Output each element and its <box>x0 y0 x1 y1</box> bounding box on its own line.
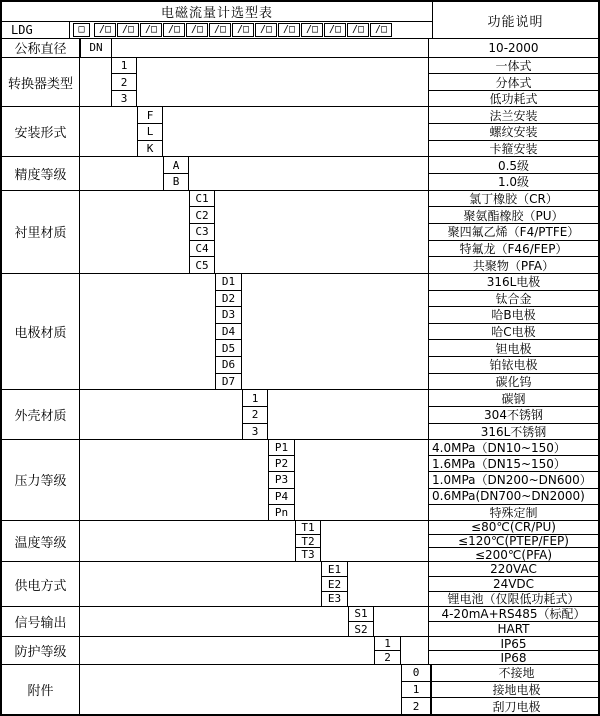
spacer <box>80 58 111 107</box>
model-slot-box: /□ <box>209 23 231 37</box>
description-cell: 4.0MPa（DN10~150） <box>432 441 566 456</box>
code-stack <box>215 274 242 389</box>
description-stack <box>428 562 598 605</box>
group-row <box>2 156 598 189</box>
code-cell: T3 <box>296 547 320 561</box>
table-header <box>2 2 598 38</box>
description-cell: 刮刀电极 <box>432 697 600 714</box>
code-cell: 3 <box>112 90 136 107</box>
code-cell: D6 <box>216 356 241 373</box>
description-cell: 1.6MPa（DN15~150） <box>429 455 598 471</box>
description-cell: 碳化钨 <box>429 373 598 390</box>
description-cell: 316L电极 <box>486 275 541 290</box>
group-label: 安装形式 <box>2 107 80 156</box>
description-stack <box>428 39 598 57</box>
code-stack <box>401 665 431 714</box>
description-cell: 法兰安装 <box>489 108 538 123</box>
code-cell: Pn <box>269 504 294 520</box>
description-cell: 1.0级 <box>429 173 598 190</box>
group-label: 信号输出 <box>2 607 80 637</box>
spacer <box>80 521 295 562</box>
code-cell: T1 <box>301 520 315 534</box>
description-cell: 4-20mA+RS485（标配） <box>441 607 586 621</box>
description-cell: ≤80℃(CR/PU) <box>471 520 556 534</box>
spacer <box>242 274 428 389</box>
description-cell: 哈C电极 <box>429 323 598 340</box>
code-cell: C4 <box>190 240 214 257</box>
code-cell: S2 <box>349 621 373 636</box>
spacer <box>112 39 428 57</box>
description-cell: IP65 <box>500 637 527 651</box>
spacer <box>295 440 428 519</box>
spacer <box>163 107 428 156</box>
code-stack <box>348 607 374 637</box>
spacer <box>348 562 428 605</box>
description-cell: 316L不锈钢 <box>429 423 598 440</box>
description-stack <box>428 58 598 107</box>
spacer <box>321 521 428 562</box>
code-cell: DN <box>89 41 103 55</box>
code-cell: A <box>172 158 180 172</box>
code-stack <box>163 157 189 189</box>
code-stack <box>80 39 112 57</box>
code-cell: 1 <box>251 391 259 405</box>
group-row <box>2 664 598 714</box>
spacer <box>80 274 215 389</box>
code-cell: 2 <box>375 650 400 664</box>
description-stack <box>428 637 598 664</box>
code-cell: T2 <box>296 534 320 548</box>
group-label: 温度等级 <box>2 521 80 562</box>
model-slot-box: /□ <box>347 23 369 37</box>
description-cell: 特氟龙（F46/FEP） <box>429 240 598 257</box>
code-cell: D5 <box>216 339 241 356</box>
group-label: 供电方式 <box>2 562 80 605</box>
group-row <box>2 439 598 519</box>
model-slot-box: /□ <box>278 23 300 37</box>
description-cell: HART <box>429 621 598 636</box>
code-cell: P2 <box>269 455 294 471</box>
group-row <box>2 520 598 562</box>
model-box: □ <box>73 23 90 37</box>
spacer <box>215 191 428 273</box>
model-slot-box: /□ <box>186 23 208 37</box>
description-cell: 卡箍安装 <box>429 140 598 157</box>
group-label: 公称直径 <box>2 39 80 57</box>
description-stack <box>428 521 598 562</box>
code-cell: D2 <box>216 290 241 307</box>
model-slot-box: /□ <box>117 23 139 37</box>
group-label: 压力等级 <box>2 440 80 519</box>
model-prefix: LDG <box>2 22 70 38</box>
description-cell: 共聚物（PFA） <box>429 256 598 273</box>
description-cell: 低功耗式 <box>429 90 598 107</box>
code-cell: D7 <box>216 373 241 390</box>
code-cell: E2 <box>322 576 347 591</box>
code-cell: 1 <box>384 637 391 651</box>
group-row <box>2 561 598 605</box>
description-cell: 聚四氟乙烯（F4/PTFE） <box>429 223 598 240</box>
code-cell: 0 <box>412 666 420 680</box>
model-code-row <box>2 22 432 38</box>
model-code-boxes <box>70 22 432 38</box>
description-stack <box>431 665 600 714</box>
spacer <box>80 562 321 605</box>
code-stack <box>189 191 215 273</box>
description-cell: 铂铱电极 <box>429 356 598 373</box>
description-cell: 304不锈钢 <box>429 406 598 423</box>
group-row <box>2 273 598 389</box>
spacer <box>80 390 242 439</box>
group-row <box>2 106 598 156</box>
description-cell: ≤200℃(PFA) <box>429 547 598 561</box>
spacer <box>80 440 268 519</box>
code-cell: P3 <box>269 471 294 487</box>
code-cell: D3 <box>216 306 241 323</box>
code-stack <box>374 637 401 664</box>
spacer <box>401 637 428 664</box>
spacer <box>80 637 374 664</box>
code-cell: L <box>138 123 162 140</box>
description-cell: 氯丁橡胶（CR） <box>469 192 558 207</box>
group-label: 衬里材质 <box>2 191 80 273</box>
description-cell: 钽电极 <box>429 339 598 356</box>
spacer <box>374 607 428 637</box>
group-row <box>2 38 598 57</box>
code-cell: C2 <box>190 206 214 223</box>
code-cell: 2 <box>402 697 430 714</box>
description-cell: 接地电极 <box>432 681 600 698</box>
description-cell: 锂电池（仅限低功耗式） <box>429 591 598 606</box>
description-cell: 10-2000 <box>488 40 539 55</box>
model-slot-box: /□ <box>255 23 277 37</box>
header-left <box>2 2 432 38</box>
description-cell: 分体式 <box>429 73 598 90</box>
code-cell: K <box>138 140 162 157</box>
group-label: 防护等级 <box>2 637 80 664</box>
group-label: 电极材质 <box>2 274 80 389</box>
spacer <box>137 58 428 107</box>
code-cell: S1 <box>354 607 368 621</box>
spacer <box>80 107 137 156</box>
spacer <box>80 607 348 637</box>
model-slot-box: /□ <box>324 23 346 37</box>
spacer <box>189 157 428 189</box>
group-row <box>2 636 598 664</box>
description-stack <box>428 390 598 439</box>
code-stack <box>268 440 295 519</box>
code-cell: C1 <box>195 192 209 206</box>
code-cell: 1 <box>402 681 430 698</box>
description-cell: 24VDC <box>429 576 598 591</box>
description-cell: ≤120℃(PTEP/FEP) <box>429 534 598 548</box>
code-stack <box>295 521 321 562</box>
description-stack <box>428 274 598 389</box>
group-label: 外壳材质 <box>2 390 80 439</box>
group-row <box>2 190 598 273</box>
group-row <box>2 57 598 107</box>
group-row <box>2 389 598 439</box>
description-cell: 钛合金 <box>429 290 598 307</box>
group-row <box>2 606 598 637</box>
code-cell: B <box>164 173 188 190</box>
description-cell: 螺纹安装 <box>429 123 598 140</box>
model-slot-box: /□ <box>140 23 162 37</box>
description-cell: 碳钢 <box>501 391 526 406</box>
description-cell: 1.0MPa（DN200~DN600） <box>429 471 598 487</box>
model-slot-box: /□ <box>163 23 185 37</box>
group-label: 转换器类型 <box>2 58 80 107</box>
code-cell: P1 <box>274 441 289 455</box>
code-cell: 2 <box>243 406 267 423</box>
code-cell: C5 <box>190 256 214 273</box>
description-cell: 聚氨酯橡胶（PU） <box>429 206 598 223</box>
model-slot-box: /□ <box>232 23 254 37</box>
code-cell: P4 <box>269 488 294 504</box>
description-cell: 0.5级 <box>497 158 530 173</box>
description-stack <box>428 191 598 273</box>
function-column-header: 功能说明 <box>432 2 598 38</box>
code-stack <box>111 58 137 107</box>
spacer <box>80 157 163 189</box>
description-stack <box>428 157 598 189</box>
description-stack <box>428 607 598 637</box>
code-cell: 2 <box>112 73 136 90</box>
code-cell: D1 <box>221 275 236 289</box>
code-cell: F <box>146 108 154 122</box>
description-cell: 一体式 <box>495 58 532 73</box>
description-cell: IP68 <box>429 650 598 664</box>
description-cell: 特殊定制 <box>429 504 598 520</box>
code-stack <box>321 562 348 605</box>
code-cell: 3 <box>243 423 267 440</box>
code-cell: D4 <box>216 323 241 340</box>
description-cell: 哈B电极 <box>429 306 598 323</box>
description-stack <box>428 440 598 519</box>
description-cell: 220VAC <box>490 562 537 577</box>
description-cell: 不接地 <box>498 666 535 681</box>
description-stack <box>428 107 598 156</box>
code-cell: E1 <box>327 562 342 576</box>
code-stack <box>242 390 268 439</box>
model-slot-box: /□ <box>370 23 392 37</box>
model-slot-box: /□ <box>94 23 116 37</box>
description-cell: 0.6MPa(DN700~DN2000) <box>429 488 598 504</box>
page-title: 电磁流量计选型表 <box>2 2 432 22</box>
code-stack <box>137 107 163 156</box>
spacer <box>268 390 428 439</box>
group-label: 精度等级 <box>2 157 80 189</box>
model-slot-box: /□ <box>301 23 323 37</box>
group-label: 附件 <box>2 665 80 714</box>
code-cell: 1 <box>120 58 128 72</box>
code-cell: E3 <box>322 591 347 606</box>
code-cell: C3 <box>190 223 214 240</box>
spacer <box>80 191 189 273</box>
spacer <box>80 665 401 714</box>
